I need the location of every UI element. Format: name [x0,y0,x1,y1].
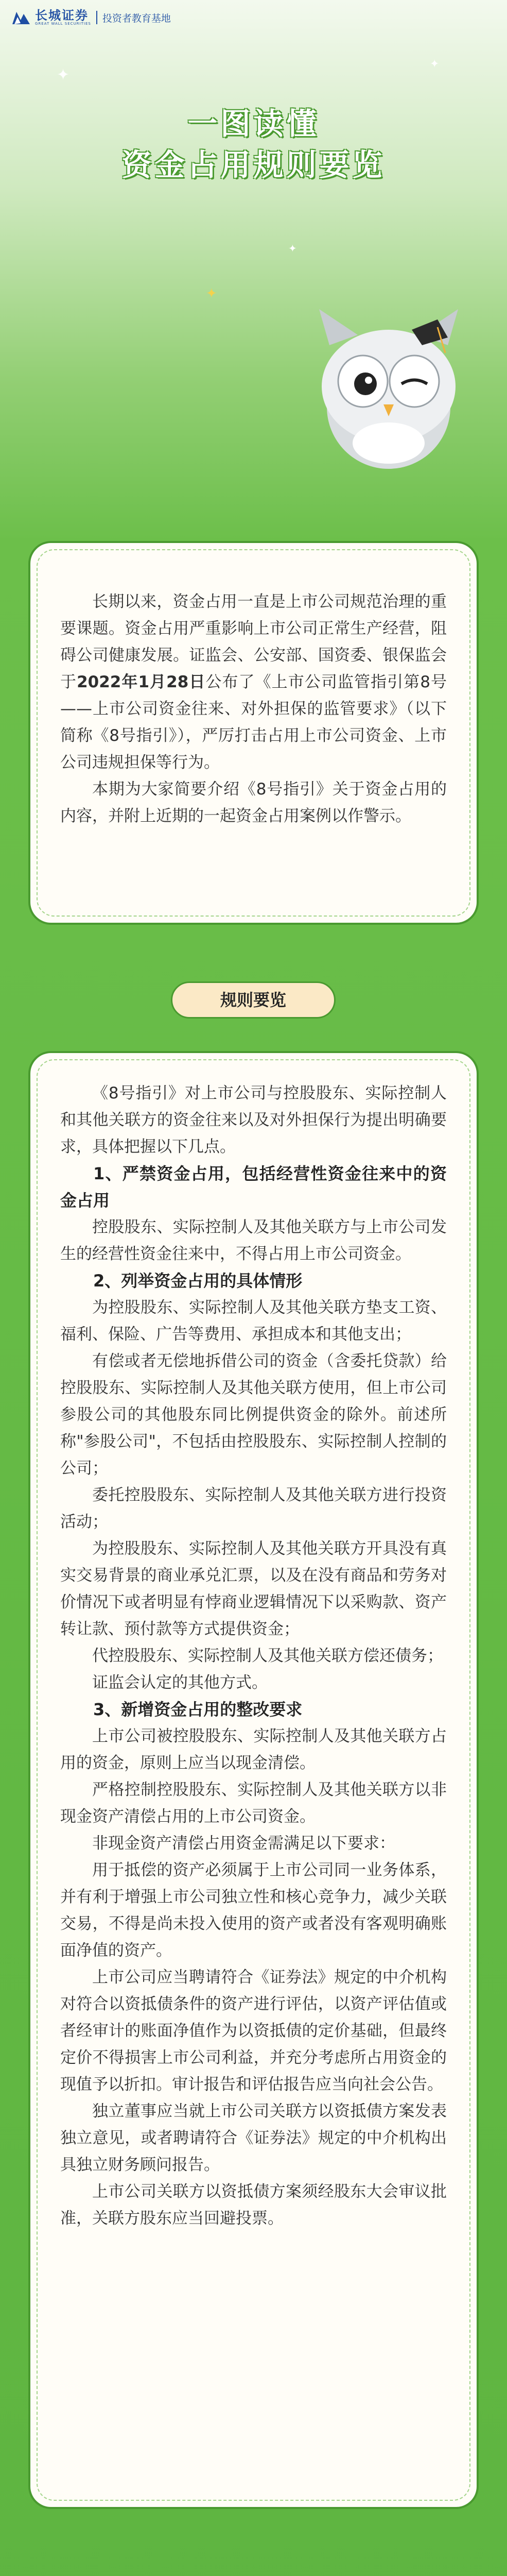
intro-date: 2022年1月28日 [77,673,206,691]
intro-card [28,541,479,925]
brand-wordmark [35,9,91,26]
sparkle-icon: ✦ [57,66,70,84]
title-line-2: 资金占用规则要览 [121,147,386,182]
rule-heading-1: 1、严禁资金占用，包括经营性资金往来中的资金占用 [60,1164,447,1210]
rules-section-label: 规则要览 [171,981,336,1019]
rule-3-item: 上市公司关联方以资抵债方案须经股东大会审议批准，关联方股东应当回避投票。 [60,2182,447,2228]
intro-p1-start: 长期以来，资金占用一直是上市公司规范治理的重要课题。资金占用严重影响上市公司正常生产经营，阻碍公司健康发展。证监会、公安部、国资委、银保监会于 [60,592,447,691]
intro-text [60,588,447,829]
rule-1-paragraph: 控股股东、实际控制人及其他关联方与上市公司发生的经营性资金往来中，不得占用上市公司资金。 [60,1218,447,1263]
rule-3-item: 严格控制控股股东、实际控制人及其他关联方以非现金资产清偿占用的上市公司资金。 [60,1781,447,1826]
rule-3-item: 上市公司被控股股东、实际控制人及其他关联方占用的资金，原则上应当以现金清偿。 [60,1727,447,1772]
rule-2-item: 委托控股股东、实际控制人及其他关联方进行投资活动； [60,1486,447,1531]
rule-heading-3: 3、新增资金占用的整改要求 [93,1700,303,1719]
title-line-1: 一图读懂 [187,106,320,141]
brand-subtitle: 投资者教育基地 [102,12,171,24]
owl-mascot-illustration [309,289,468,474]
intro-paragraph-1 [60,588,447,776]
rule-2-item: 证监会认定的其他方式。 [92,1673,268,1692]
rule-3-item: 独立董事应当就上市公司关联方以资抵债方案发表独立意见，或者聘请符合《证券法》规定的中介机构出具独立财务顾问报告。 [60,2102,447,2174]
rule-2-item: 有偿或者无偿地拆借公司的资金（含委托贷款）给控股股东、实际控制人及其他关联方使用，但上市公司参股公司的其他股东同比例提供资金的除外。前述所称"参股公司"，不包括由控股股东、实际控制人控制的公司； [60,1352,447,1478]
sparkle-icon: ✦ [430,58,440,71]
great-wall-logo-icon [11,9,31,26]
intro-p1-end: 公布了《上市公司监管指引第8号——上市公司资金往来、对外担保的监管要求》（以下简称《8号指引》），严厉打击占用上市公司资金、上市公司违规担保等行为。 [60,673,447,772]
page-title [0,103,507,185]
rule-2-item: 为控股股东、实际控制人及其他关联方垫支工资、福利、保险、广告等费用、承担成本和其他支出； [60,1298,447,1344]
rule-2-item: 为控股股东、实际控制人及其他关联方开具没有真实交易背景的商业承兑汇票，以及在没有商品和劳务对价情况下或者明显有悖商业逻辑情况下以采购款、资产转让款、预付款等方式提供资金； [60,1539,447,1638]
rules-text [60,1080,447,2232]
rule-3-item: 用于抵偿的资产必须属于上市公司同一业务体系，并有利于增强上市公司独立性和核心竞争力，减少关联交易，不得是尚未投入使用的资产或者没有客观明确账面净值的资产。 [60,1861,447,1960]
rule-3-item: 非现金资产清偿占用资金需满足以下要求： [92,1834,395,1853]
rules-card [28,1051,479,2509]
rule-2-item: 代控股股东、实际控制人及其他关联方偿还债务； [92,1647,443,1665]
brand-name-cn: 长城证券 [35,8,89,23]
brand-header [11,7,171,28]
brand-divider [96,11,97,24]
sparkle-icon: ✦ [288,242,297,255]
sparkle-icon: ✦ [206,286,217,301]
intro-paragraph-2: 本期为大家简要介绍《8号指引》关于资金占用的内容，并附上近期的一起资金占用案例以作警示。 [60,780,447,825]
rule-heading-2: 2、列举资金占用的具体情形 [93,1271,303,1291]
rule-3-item: 上市公司应当聘请符合《证券法》规定的中介机构对符合以资抵债条件的资产进行评估，以资产评估值或者经审计的账面净值作为以资抵债的定价基础，但最终定价不得损害上市公司利益，并充分考虑所占用资金的现值予以折扣。审计报告和评估报告应当向社会公告。 [60,1968,447,2094]
brand-name-en: GREAT WALL SECURITIES [35,22,91,26]
rules-lead: 《8号指引》对上市公司与控股股东、实际控制人和其他关联方的资金往来以及对外担保行为提出明确要求，具体把握以下几点。 [60,1084,447,1156]
